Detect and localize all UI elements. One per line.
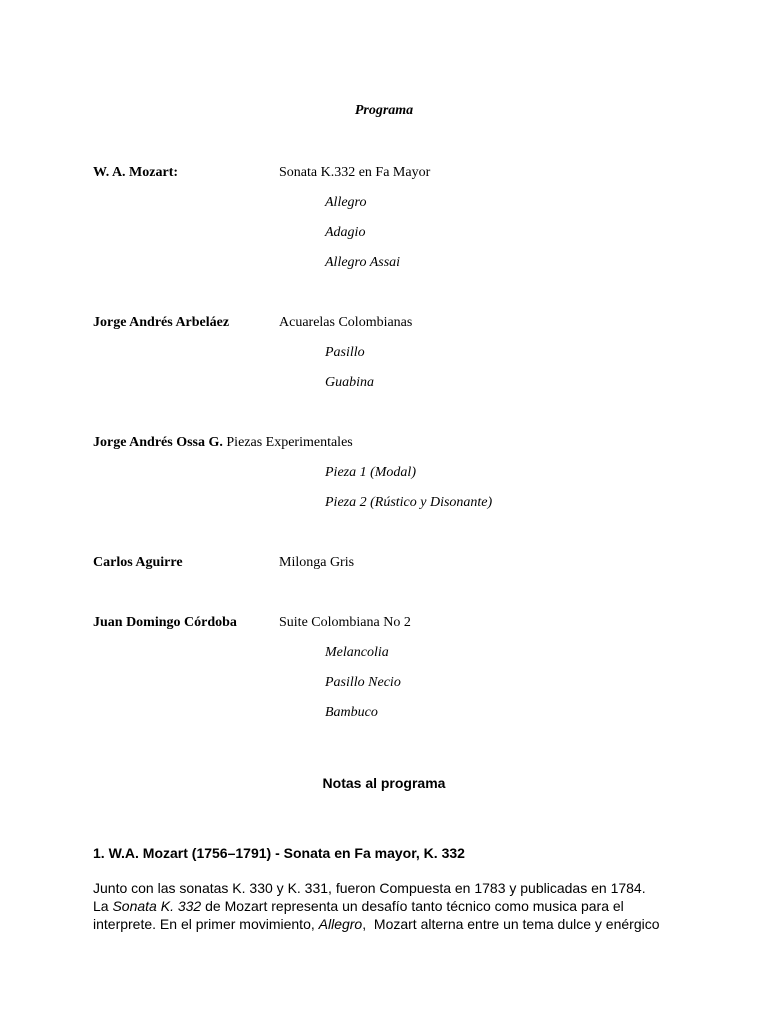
movement-title: Pieza 1 (Modal) xyxy=(325,465,416,480)
paragraph-line xyxy=(93,915,693,933)
composer-work-line xyxy=(93,436,353,450)
movement-title: Allegro xyxy=(325,195,367,210)
section-heading: 1. W.A. Mozart (1756–1791) - Sonata en Fa mayor, K. 332 xyxy=(93,845,465,861)
composer-name: W. A. Mozart: xyxy=(93,165,179,180)
work-title: Piezas Experimentales xyxy=(226,435,353,450)
movement-title: Bambuco xyxy=(325,705,378,720)
paragraph-line xyxy=(93,897,693,915)
movement-reference: Allegro xyxy=(318,916,363,932)
movement-title: Melancolia xyxy=(325,645,389,660)
movement-title: Adagio xyxy=(325,225,366,240)
text-run: , Mozart alterna entre un tema dulce y enérgico xyxy=(362,916,660,932)
text-run: interprete. En el primer movimiento, xyxy=(93,916,319,932)
movement-title: Pasillo Necio xyxy=(325,675,401,690)
composer-name: Juan Domingo Córdoba xyxy=(93,615,237,630)
work-title: Sonata K.332 en Fa Mayor xyxy=(279,165,431,180)
work-reference: Sonata K. 332 xyxy=(112,898,202,914)
notas-title: Notas al programa xyxy=(322,775,446,791)
paragraph xyxy=(93,879,693,933)
text-run: La xyxy=(93,898,113,914)
composer-name: Carlos Aguirre xyxy=(93,555,183,570)
movement-title: Guabina xyxy=(325,375,374,390)
work-title: Milonga Gris xyxy=(279,555,355,570)
movement-title: Pieza 2 (Rústico y Disonante) xyxy=(325,495,493,510)
text-run: de Mozart representa un desafío tanto técnico como musica para el xyxy=(201,898,624,914)
paragraph-line: Junto con las sonatas K. 330 y K. 331, fueron Compuesta en 1783 y publicadas en 1784. xyxy=(93,880,646,896)
work-title: Acuarelas Colombianas xyxy=(279,315,413,330)
composer-name: Jorge Andrés Arbeláez xyxy=(93,315,230,330)
movement-title: Pasillo xyxy=(325,345,365,360)
work-title: Suite Colombiana No 2 xyxy=(279,615,411,630)
movement-title: Allegro Assai xyxy=(325,255,401,270)
composer-name: Jorge Andrés Ossa G. xyxy=(93,435,223,450)
programa-title: Programa xyxy=(354,103,414,118)
